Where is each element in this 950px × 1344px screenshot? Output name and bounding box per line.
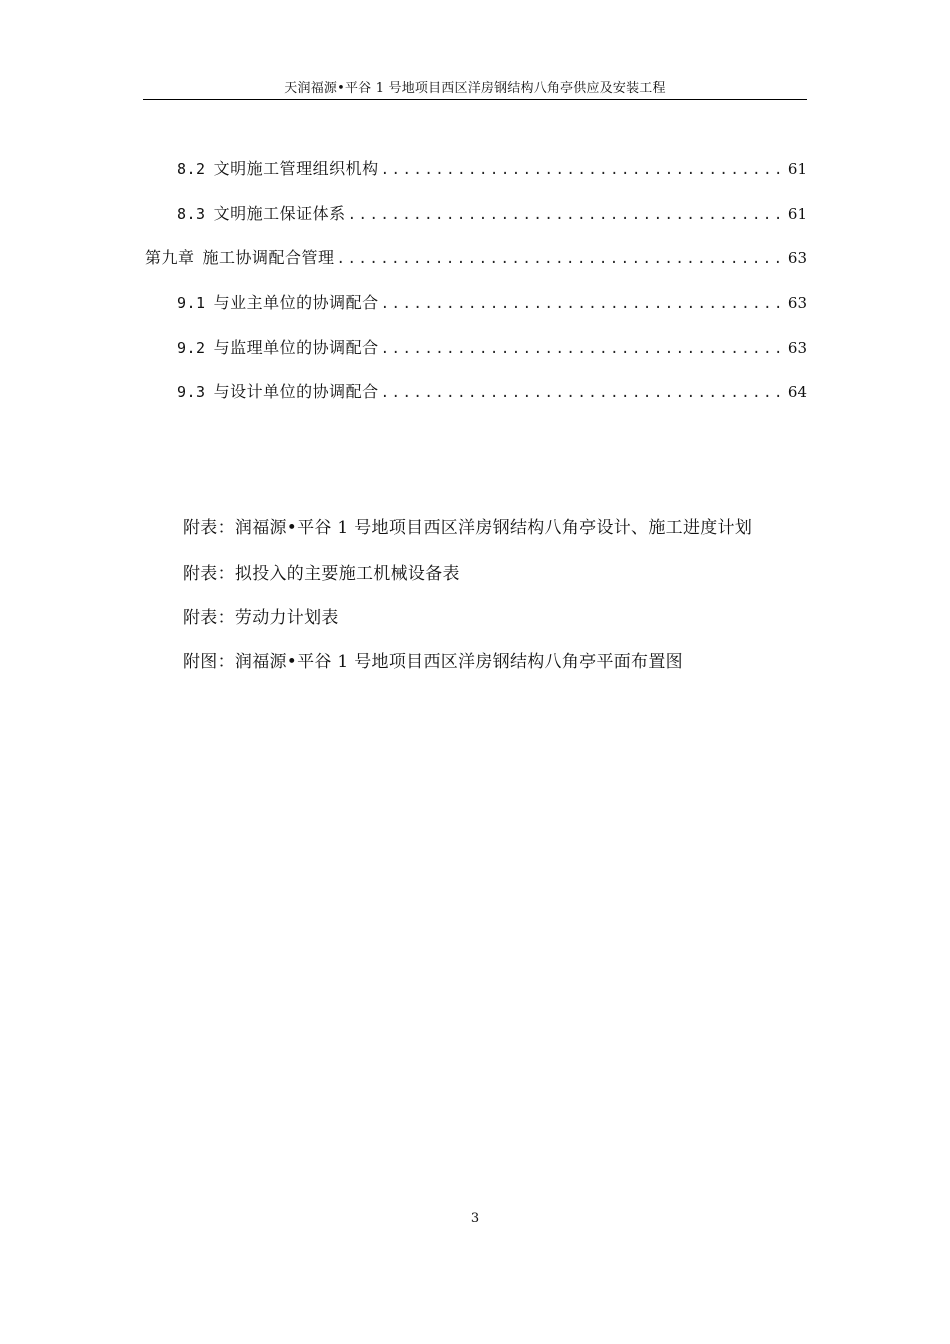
- toc-entry[interactable]: [177, 337, 807, 360]
- toc-entry[interactable]: [177, 381, 807, 404]
- toc-entry-number: 8.3: [177, 205, 206, 223]
- toc-dot-leader: [337, 248, 786, 270]
- toc-entry-number: 9.3: [177, 383, 206, 401]
- appendix-item: 附表：劳动力计划表: [183, 608, 339, 628]
- toc-entry-number: 8.2: [177, 160, 206, 178]
- toc-entry-title: 文明施工保证体系: [213, 204, 346, 223]
- page-number: 3: [470, 1211, 480, 1226]
- toc-entry-page: 64: [787, 383, 807, 401]
- toc-entry-title: 与设计单位的协调配合: [213, 382, 379, 401]
- toc-chapter-title: 施工协调配合管理: [202, 248, 335, 267]
- toc-entry-page: 63: [787, 249, 807, 267]
- toc-entry-number: 9.2: [177, 339, 206, 357]
- toc-entry[interactable]: [177, 292, 807, 315]
- toc-entry-title: 文明施工管理组织机构: [213, 159, 379, 178]
- toc-entry[interactable]: [177, 158, 807, 181]
- toc-chapter-entry[interactable]: [145, 247, 807, 270]
- toc-chapter-number: 第九章: [145, 248, 195, 267]
- toc-entry-page: 63: [787, 294, 807, 312]
- toc-dot-leader: [381, 159, 786, 181]
- toc-dot-leader: [381, 382, 786, 404]
- toc-entry-number: 9.1: [177, 294, 206, 312]
- toc-dot-leader: [381, 338, 786, 360]
- toc-entry-page: 61: [787, 205, 807, 223]
- header-rule: [143, 99, 807, 100]
- toc-entry[interactable]: [177, 203, 807, 226]
- appendix-item: 附图：润福源•平谷 1 号地项目西区洋房钢结构八角亭平面布置图: [183, 652, 683, 672]
- toc-dot-leader: [348, 204, 786, 226]
- appendix-item: 附表：拟投入的主要施工机械设备表: [183, 564, 460, 584]
- toc-entry-page: 61: [787, 160, 807, 178]
- toc-entry-title: 与业主单位的协调配合: [213, 293, 379, 312]
- toc-dot-leader: [381, 293, 786, 315]
- page-header: 天润福源•平谷 1 号地项目西区洋房钢结构八角亭供应及安装工程: [284, 81, 666, 96]
- appendix-item: 附表：润福源•平谷 1 号地项目西区洋房钢结构八角亭设计、施工进度计划: [183, 518, 753, 538]
- toc-entry-page: 63: [787, 339, 807, 357]
- toc-entry-title: 与监理单位的协调配合: [213, 338, 379, 357]
